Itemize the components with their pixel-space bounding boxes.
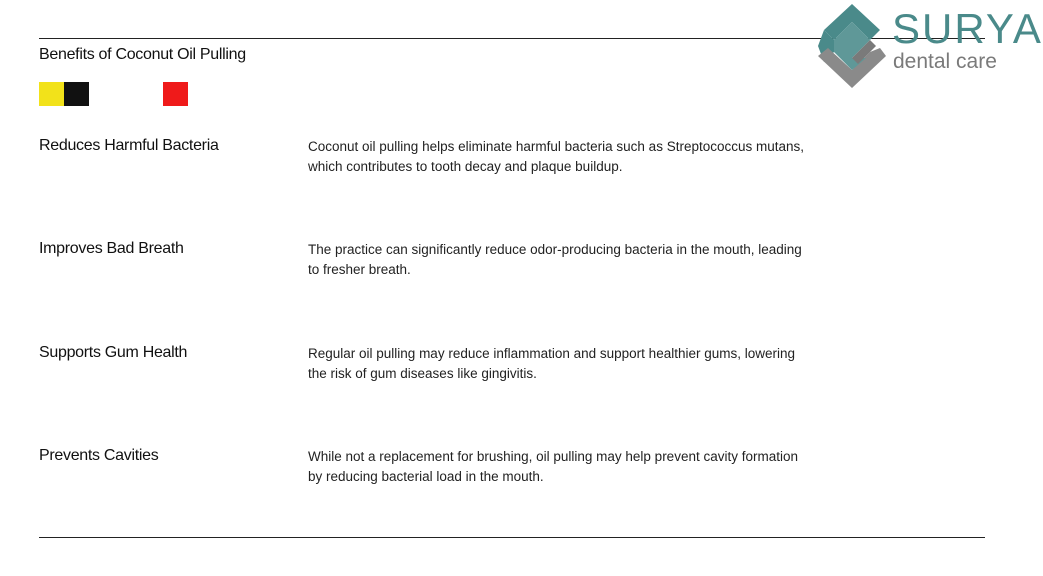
yellow-color-swatch [39, 82, 64, 106]
benefit-item [39, 137, 819, 197]
benefit-item [39, 447, 819, 507]
benefit-description: While not a replacement for brushing, oil pulling may help prevent cavity formation by reducing bacterial load in the mouth. [308, 449, 798, 484]
red-color-swatch [163, 82, 188, 106]
benefit-title: Prevents Cavities [39, 447, 159, 464]
black-color-swatch [64, 82, 89, 106]
logo-tagline: dental care [893, 50, 997, 73]
benefit-title: Improves Bad Breath [39, 240, 184, 257]
benefit-description: The practice can significantly reduce odor-producing bacteria in the mouth, leading to fresher breath. [308, 242, 802, 277]
logo-mark-icon [814, 0, 894, 90]
bottom-divider [39, 537, 985, 538]
benefit-item [39, 240, 819, 300]
benefit-item [39, 344, 819, 404]
benefit-description: Regular oil pulling may reduce inflammation and support healthier gums, lowering the risk of gum diseases like gingivitis. [308, 346, 796, 381]
benefit-title: Supports Gum Health [39, 344, 188, 361]
logo-brand-name: SURYA [892, 5, 1043, 52]
benefit-description: Coconut oil pulling helps eliminate harmful bacteria such as Streptococcus mutans, which contributes to tooth decay and plaque buildup. [308, 139, 805, 174]
benefit-title: Reduces Harmful Bacteria [39, 137, 219, 154]
surya-dental-logo [814, 0, 1043, 92]
page-title: Benefits of Coconut Oil Pulling [39, 46, 246, 63]
